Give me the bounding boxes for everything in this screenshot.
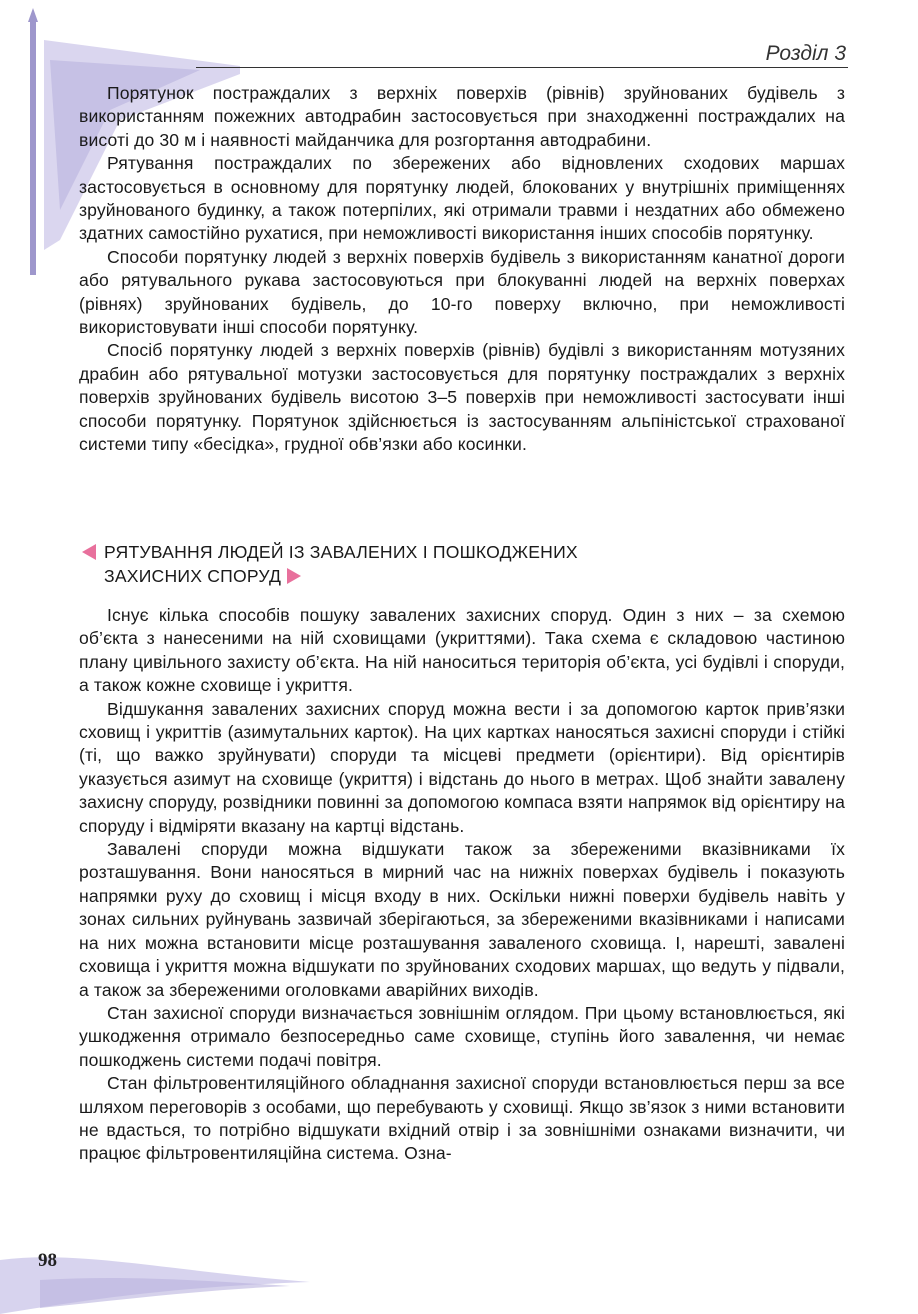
heading-line-1: РЯТУВАННЯ ЛЮДЕЙ ІЗ ЗАВАЛЕНИХ І ПОШКОДЖЕНИХ [104, 542, 578, 562]
header-rule [196, 67, 848, 68]
paragraph: Завалені споруди можна відшукати також за збереженими вказівниками їх розташування. Вони наносяться в мирний час на нижніх поверхах будівель і показують напрямки руху до сховищ і місця входу в них. Оскільки нижні поверхи будівель навіть у зонах сильних руйнувань зазвичай зберігаються, за збереженими вказівниками і написами на них можна встановити місце розташування заваленого сховища. І, нарешті, завалені сховища і укриття можна відшукати по зруйнованих сходових маршах, що ведуть у підвали, а також за збереженими оголовками аварійних виходів. [79, 839, 845, 1000]
paragraph: Спосіб порятунку людей з верхніх поверхів (рівнів) будівлі з використанням мотузяних драбин або рятувальної мотузки застосовується для порятунку постраждалих з верхніх поверхів зруйнованих будівель висотою 3–5 поверхів при неможливості застосувати інші способи порятунку. Порятунок здійснюється із застосуванням альпіністської страхованої системи типу «бесідка», грудної обв’язки або косинки. [79, 340, 845, 455]
text-block-1 [79, 82, 845, 457]
paragraph: Способи порятунку людей з верхніх поверхів будівель з використанням канатної дороги або рятувального рукава застосовуються при блокуванні людей на верхніх поверхах (рівнях) зруйнованих будівель, до 10-го поверху включно, при неможливості використовувати інші способи порятунку. [79, 246, 845, 338]
paragraph: Порятунок постраждалих з верхніх поверхів (рівнів) зруйнованих будівель з використанням пожежних автодрабин застосовується при знаходженні постраждалих на висоті до 30 м і наявності майданчика для розгортання автодрабини. [79, 83, 845, 150]
triangle-right-icon [287, 568, 301, 584]
section-label: Розділ 3 [765, 42, 846, 65]
paragraph: Стан захисної споруди визначається зовнішнім оглядом. При цьому встановлюється, які ушкодження отримало безпосередньо саме сховище, ступінь його завалення, чи немає пошкоджень системи подачі повітря. [79, 1002, 845, 1070]
text-block-2 [79, 604, 845, 1166]
page-number: 98 [38, 1250, 57, 1271]
paragraph: Рятування постраждалих по збережених або відновлених сходових маршах застосовується в основному для порятунку людей, блокованих у внутрішніх приміщеннях зруйнованого будинку, а також потерпілих, які отримали травми і нездатних або обмежено здатних самостійно рухатися, при неможливості використання інших способів порятунку. [79, 153, 845, 244]
section-heading [82, 541, 782, 588]
paragraph: Стан фільтровентиляційного обладнання захисної споруди встановлюється перш за все шляхом переговорів з особами, що перебувають у сховищі. Якщо зв’язок з ними встановити не вдасться, то потрібно відшукати вхідний отвір і за зовнішніми ознаками визначити, чи працює фільтровентиляційна система. Озна- [79, 1073, 845, 1164]
heading-line-2: ЗАХИСНИХ СПОРУД [104, 565, 282, 586]
paragraph: Існує кілька способів пошуку завалених захисних споруд. Один з них – за схемою об’єкта з нанесеними на ній сховищами (укриттями). Така схема є складовою частиною плану цивільного захисту об’єкта. На ній наноситься територія об’єкта, усі будівлі і споруди, а також кожне сховище і укриття. [79, 605, 845, 696]
paragraph: Відшукання завалених захисних споруд можна вести і за допомогою карток прив’язки сховищ і укриттів (азимутальних карток). На цих картках наносяться захисні споруди і стійкі (ті, що важко зруйнувати) споруди та місцеві предмети (орієнтири). Від орієнтирів указується азимут на сховище (укриття) і відстань до нього в метрах. Щоб знайти завалену захисну споруду, розвідники повинні за допомогою компаса взяти напрямок від орієнтиру на споруду і відміряти вказану на картці відстань. [79, 698, 845, 836]
triangle-left-icon [82, 544, 96, 560]
